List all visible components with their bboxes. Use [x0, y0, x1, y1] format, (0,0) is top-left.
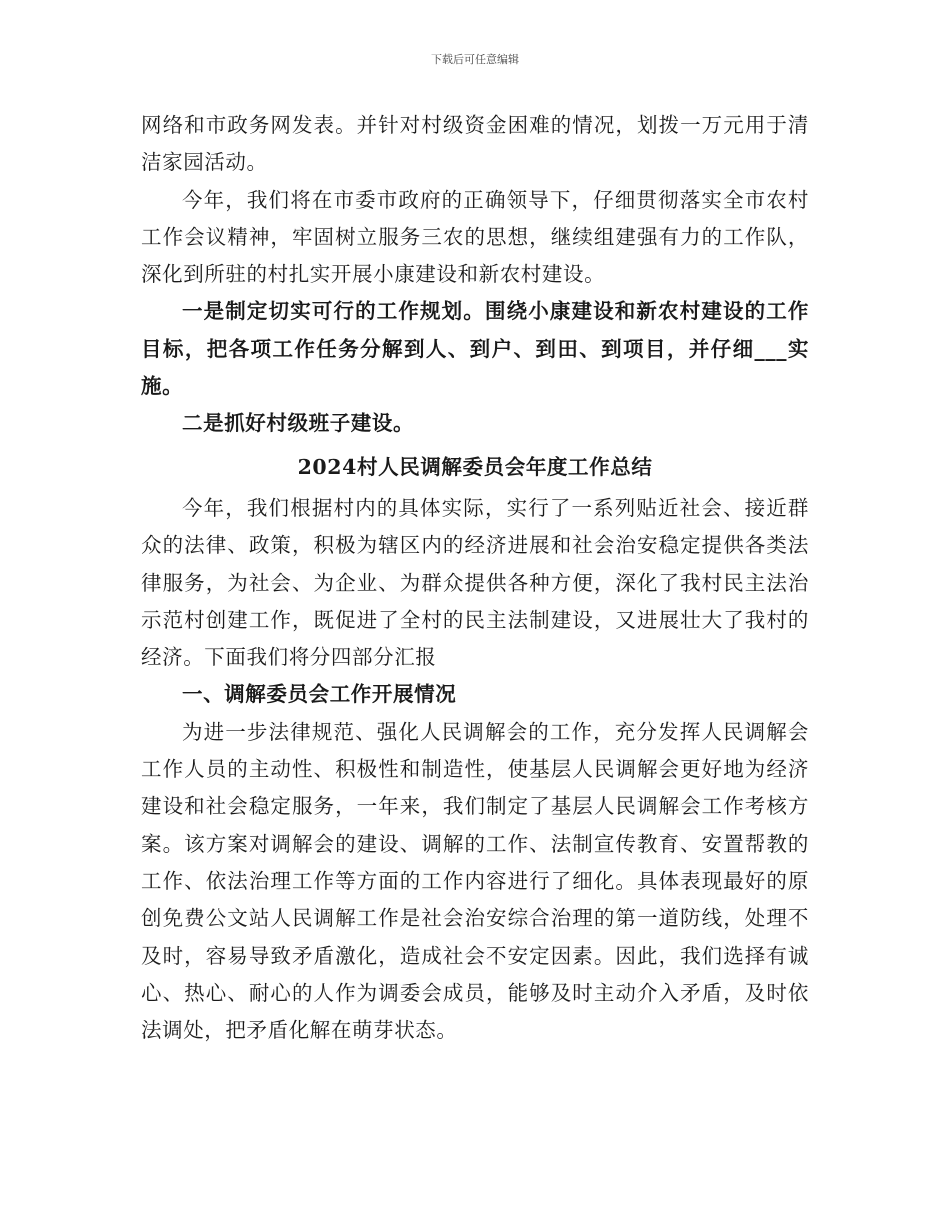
paragraph-continuation: 网络和市政务网发表。并针对村级资金困难的情况，划拨一万元用于清洁家园活动。: [141, 113, 809, 175]
paragraph-mediation-work: 为进一步法律规范、强化人民调解会的工作，充分发挥人民调解会工作人员的主动性、积极性和制造性，使基层人民调解会更好地为经济建设和社会稳定服务，一年来，我们制定了基层人民调解会工作考核方案。该方案对调解会的建设、调解的工作、法制宣传教育、安置帮教的工作、依法治理工作等方面的工作内容进行了细化。具体表现最好的原创免费公文站人民调解工作是社会治安综合治理的第一道防线，处理不及时，容易导致矛盾激化，造成社会不安定因素。因此，我们选择有诚心、热心、耐心的人作为调委会成员，能够及时主动介入矛盾，及时依法调处，把矛盾化解在萌芽状态。: [141, 719, 809, 1043]
section-heading-one: 一、调解委员会工作开展情况: [182, 682, 457, 707]
document-body: [141, 107, 809, 1049]
page-header: 下载后可任意编辑: [431, 53, 519, 66]
paragraph-point-one: 一是制定切实可行的工作规划。围绕小康建设和新农村建设的工作目标，把各项工作任务分解到人、到户、到田、到项目，并仔细___实施。: [141, 299, 809, 399]
paragraph-point-two: 二是抓好村级班子建设。: [182, 411, 415, 436]
section-title: 2024村人民调解委员会年度工作总结: [297, 454, 653, 479]
paragraph-this-year-plan: 今年，我们将在市委市政府的正确领导下，仔细贯彻落实全市农村工作会议精神，牢固树立服务三农的思想，继续组建强有力的工作队，深化到所驻的村扎实开展小康建设和新农村建设。: [141, 187, 809, 287]
paragraph-summary-intro: 今年，我们根据村内的具体实际，实行了一系列贴近社会、接近群众的法律、政策，积极为辖区内的经济进展和社会治安稳定提供各类法律服务，为社会、为企业、为群众提供各种方便，深化了我村民主法治示范村创建工作，既促进了全村的民主法制建设，又进展壮大了我村的经济。下面我们将分四部分汇报: [141, 495, 809, 670]
